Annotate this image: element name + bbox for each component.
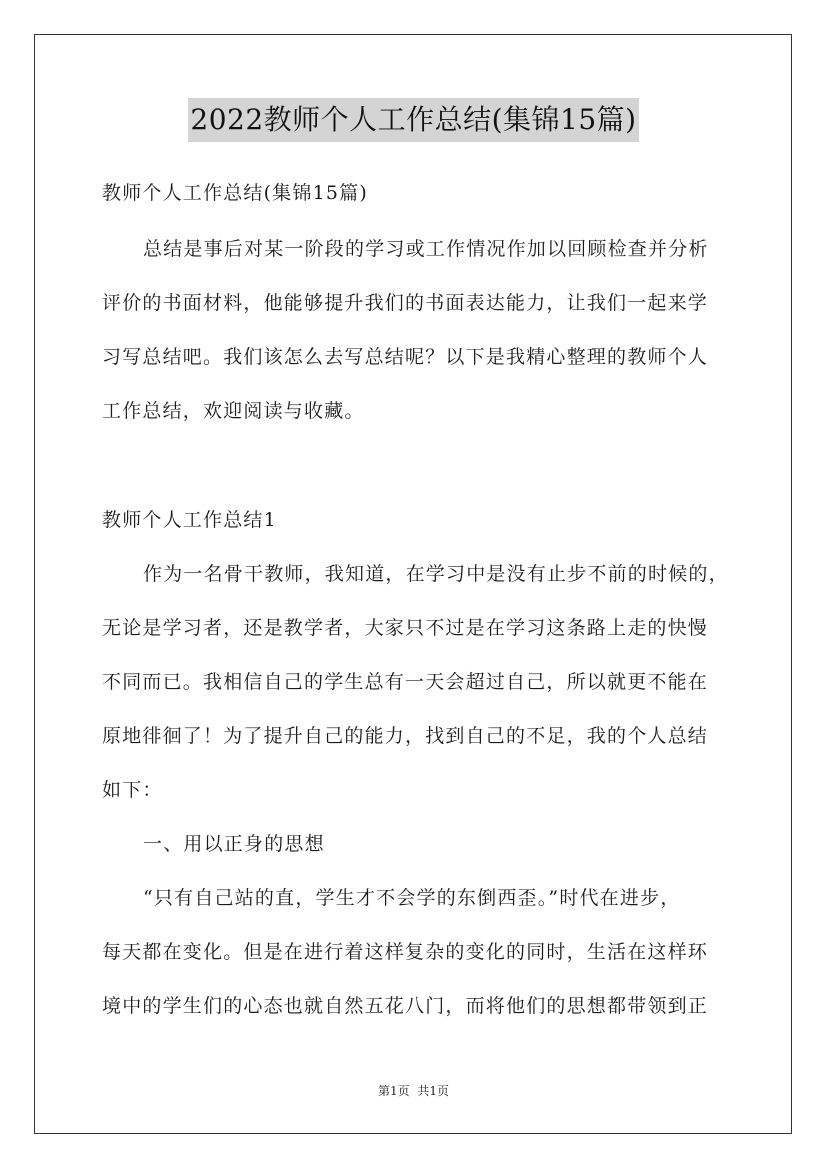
document-title: 2022教师个人工作总结(集锦15篇) bbox=[188, 98, 638, 142]
document-subtitle: 教师个人工作总结(集锦15篇) bbox=[102, 182, 369, 204]
point-line-1: “只有自己站的直，学生才不会学的东倒西歪。”时代在进步， bbox=[143, 887, 681, 909]
title-container bbox=[0, 98, 827, 142]
section-line-3: 不同而已。我相信自己的学生总有一天会超过自己，所以就更不能在 bbox=[102, 671, 709, 693]
section-line-2: 无论是学习者，还是教学者，大家只不过是在学习这条路上走的快慢 bbox=[102, 617, 709, 639]
point-heading: 一、用以正身的思想 bbox=[143, 833, 325, 855]
section-heading: 教师个人工作总结1 bbox=[102, 509, 277, 531]
intro-line-2: 评价的书面材料，他能够提升我们的书面表达能力，让我们一起来学 bbox=[102, 292, 709, 314]
page-footer bbox=[0, 1083, 827, 1099]
page-total: 共1页 bbox=[417, 1084, 450, 1098]
section-line-4: 原地徘徊了！为了提升自己的能力，找到自己的不足，我的个人总结 bbox=[102, 725, 709, 747]
page-number: 第1页 bbox=[377, 1084, 410, 1098]
section-line-5: 如下： bbox=[102, 779, 163, 801]
intro-line-4: 工作总结，欢迎阅读与收藏。 bbox=[102, 400, 365, 422]
intro-line-1: 总结是事后对某一阶段的学习或工作情况作加以回顾检查并分析 bbox=[143, 238, 709, 260]
point-line-2: 每天都在变化。但是在进行着这样复杂的变化的同时，生活在这样环 bbox=[102, 941, 709, 963]
point-line-3: 境中的学生们的心态也就自然五花八门，而将他们的思想都带领到正 bbox=[102, 995, 709, 1017]
section-line-1: 作为一名骨干教师，我知道，在学习中是没有止步不前的时候的， bbox=[143, 563, 729, 585]
intro-line-3: 习写总结吧。我们该怎么去写总结呢？以下是我精心整理的教师个人 bbox=[102, 346, 709, 368]
